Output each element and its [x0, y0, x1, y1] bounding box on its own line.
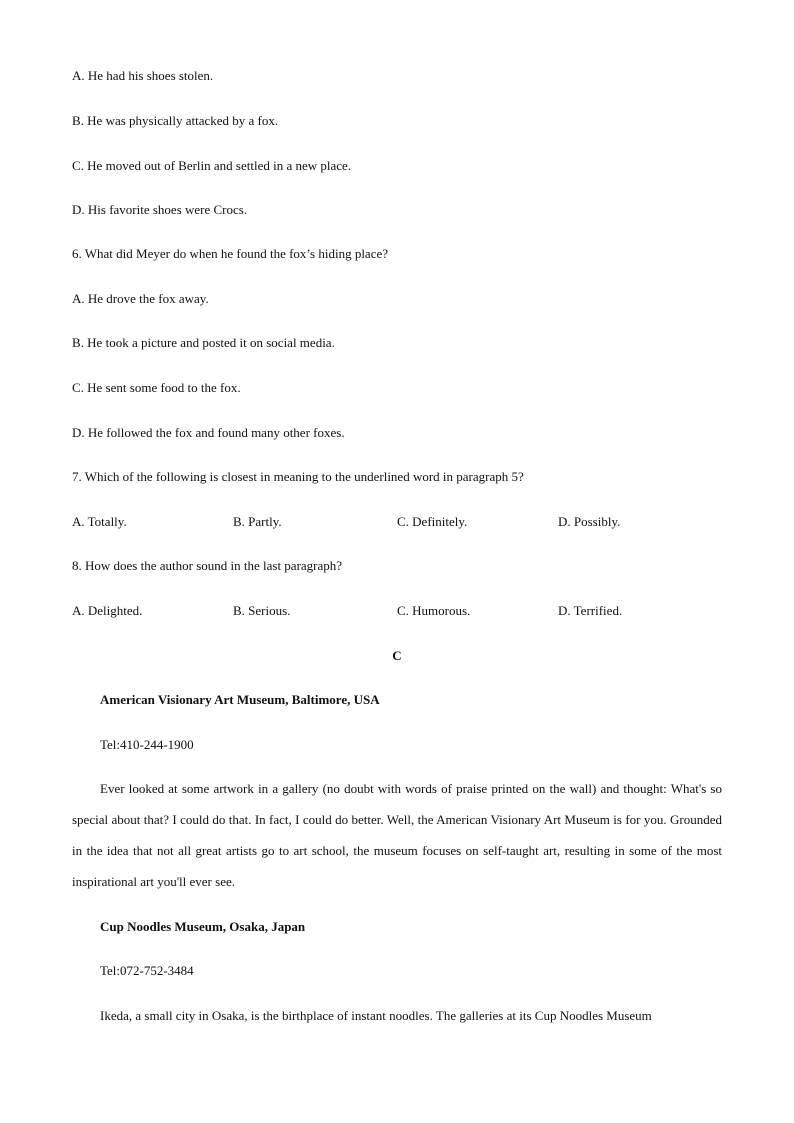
q5-option-c: C. He moved out of Berlin and settled in a new place. — [72, 158, 352, 173]
section-heading: C — [392, 648, 402, 663]
q8-option-d: D. Terrified. — [558, 603, 623, 618]
q5-option-d: D. His favorite shoes were Crocs. — [72, 202, 248, 217]
q6-option-d: D. He followed the fox and found many other foxes. — [72, 425, 345, 440]
q7-option-a: A. Totally. — [72, 514, 127, 529]
q6-option-a: A. He drove the fox away. — [72, 291, 209, 306]
museum2-description: Ikeda, a small city in Osaka, is the birthplace of instant noodles. The galleries at its Cup Noodles Museum — [100, 1008, 652, 1023]
museum2-tel: Tel:072-752-3484 — [100, 963, 194, 978]
museum2-title: Cup Noodles Museum, Osaka, Japan — [100, 919, 306, 934]
q7-option-c: C. Definitely. — [397, 514, 468, 529]
q8-option-b: B. Serious. — [233, 603, 291, 618]
q7-question: 7. Which of the following is closest in meaning to the underlined word in paragraph 5? — [72, 469, 524, 484]
museum1-title: American Visionary Art Museum, Baltimore, USA — [100, 692, 380, 707]
museum1-tel: Tel:410-244-1900 — [100, 737, 194, 752]
q5-option-b: B. He was physically attacked by a fox. — [72, 113, 279, 128]
q8-option-c: C. Humorous. — [397, 603, 471, 618]
q7-option-b: B. Partly. — [233, 514, 282, 529]
q8-question: 8. How does the author sound in the last paragraph? — [72, 558, 343, 573]
q6-option-b: B. He took a picture and posted it on social media. — [72, 335, 335, 350]
q5-option-a: A. He had his shoes stolen. — [72, 68, 214, 83]
museum1-description: Ever looked at some artwork in a gallery (no doubt with words of praise printed on the wall) and thought: What's so special about that? I could do that. In fact, I could do better. Well, the American Visionary Art Museum is for you. Grounded in the idea that not all great artists go to art school, the museum focuses on self-taught art, resulting in some of the most inspirational art you'll ever see. — [72, 781, 722, 889]
q8-option-a: A. Delighted. — [72, 603, 143, 618]
q6-option-c: C. He sent some food to the fox. — [72, 380, 241, 395]
q7-option-d: D. Possibly. — [558, 514, 621, 529]
q6-question: 6. What did Meyer do when he found the fox’s hiding place? — [72, 246, 389, 261]
